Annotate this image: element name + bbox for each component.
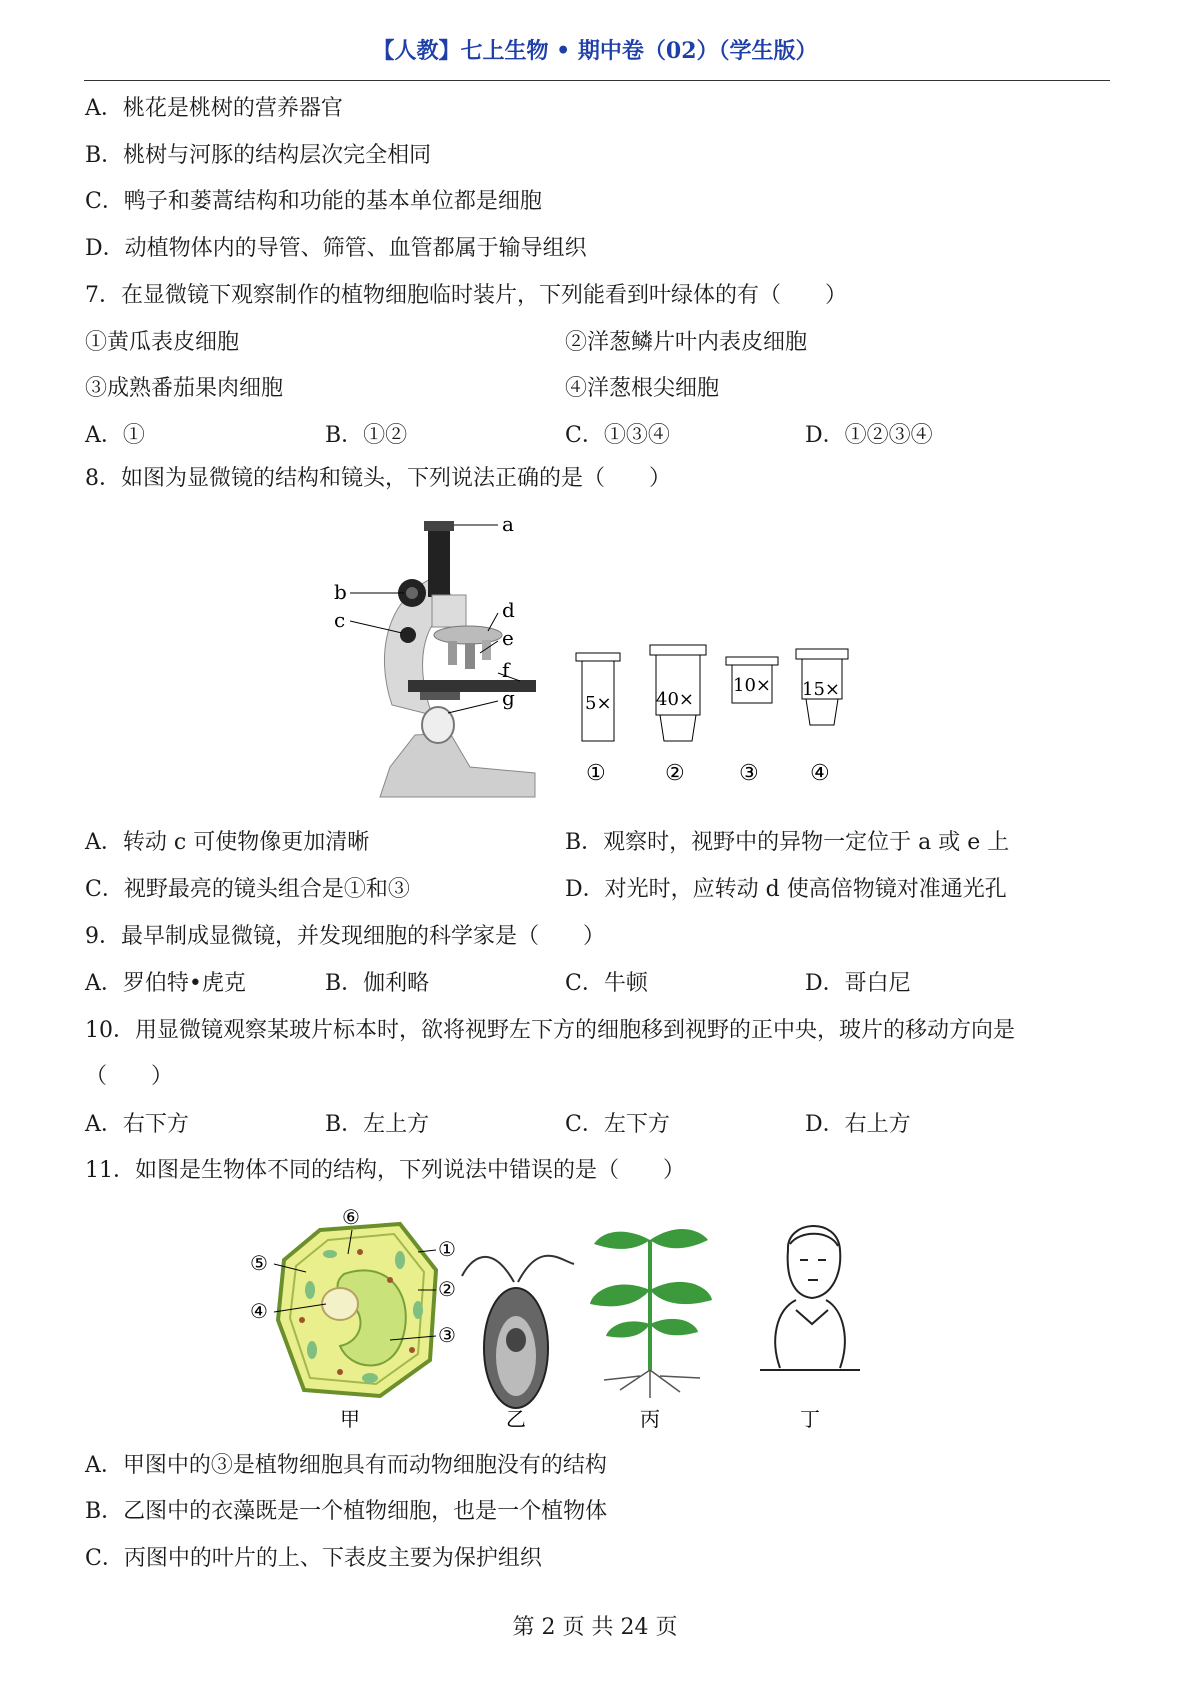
cell-label-1: ① bbox=[438, 1237, 456, 1261]
lens-2-label: 40× bbox=[656, 689, 694, 710]
cell-label-2: ② bbox=[438, 1277, 456, 1301]
seedling bbox=[590, 1229, 712, 1398]
microscope-figure bbox=[320, 505, 880, 815]
header-rule bbox=[84, 80, 1110, 81]
caption-jia: 甲 bbox=[340, 1407, 360, 1431]
q10-stem: 10．用显微镜观察某玻片标本时，欲将视野左下方的细胞移到视野的正中央，玻片的移动方向是 bbox=[85, 1018, 1015, 1043]
plant-cell bbox=[250, 1205, 456, 1396]
label-g: g bbox=[502, 686, 515, 710]
cell-label-6: ⑥ bbox=[342, 1205, 360, 1229]
q6-option-b: B．桃树与河豚的结构层次完全相同 bbox=[85, 143, 432, 168]
q11-option-b: B．乙图中的衣藻既是一个植物细胞，也是一个植物体 bbox=[85, 1499, 608, 1524]
lens-1-number: ① bbox=[586, 761, 606, 786]
lens-1 bbox=[576, 653, 620, 786]
lens-2-number: ② bbox=[665, 761, 685, 786]
q7-option-a: A．① bbox=[85, 423, 145, 448]
chlamydomonas bbox=[462, 1256, 574, 1408]
lens-2 bbox=[650, 645, 706, 786]
q10-option-b: B．左上方 bbox=[325, 1112, 430, 1137]
caption-bing: 丙 bbox=[640, 1407, 660, 1431]
label-a: a bbox=[502, 512, 514, 536]
q10-option-c: C．左下方 bbox=[565, 1112, 670, 1137]
organisms-figure bbox=[240, 1200, 960, 1440]
cell-label-4: ④ bbox=[250, 1299, 268, 1323]
q7-option-b: B．①② bbox=[325, 423, 408, 448]
q7-item-4: ④洋葱根尖细胞 bbox=[565, 376, 720, 401]
q7-option-d: D．①②③④ bbox=[805, 423, 933, 448]
label-b: b bbox=[334, 580, 347, 604]
cell-label-3: ③ bbox=[438, 1323, 456, 1347]
label-c: c bbox=[334, 608, 346, 632]
lens-4-label: 15× bbox=[802, 679, 840, 700]
caption-ding: 丁 bbox=[800, 1407, 820, 1431]
q7-item-3: ③成熟番茄果肉细胞 bbox=[85, 376, 284, 401]
q8-option-c: C．视野最亮的镜头组合是①和③ bbox=[85, 877, 410, 902]
q10-option-d: D．右上方 bbox=[805, 1112, 911, 1137]
q7-item-2: ②洋葱鳞片叶内表皮细胞 bbox=[565, 330, 808, 355]
q11-stem: 11．如图是生物体不同的结构，下列说法中错误的是（ ） bbox=[85, 1158, 685, 1183]
lens-1-label: 5× bbox=[585, 693, 612, 714]
caption-yi: 乙 bbox=[506, 1407, 526, 1431]
q9-option-b: B．伽利略 bbox=[325, 971, 430, 996]
q8-option-d: D．对光时，应转动 d 使高倍物镜对准通光孔 bbox=[565, 877, 1007, 902]
q11-option-c: C．丙图中的叶片的上、下表皮主要为保护组织 bbox=[85, 1546, 542, 1571]
label-d: d bbox=[502, 598, 515, 622]
q8-option-a: A．转动 c 可使物像更加清晰 bbox=[85, 830, 370, 855]
page-header: 【人教】七上生物 • 期中卷（02）（学生版） bbox=[372, 38, 818, 64]
lens-3 bbox=[726, 657, 778, 786]
q8-stem: 8．如图为显微镜的结构和镜头，下列说法正确的是（ ） bbox=[85, 466, 671, 491]
q9-option-d: D．哥白尼 bbox=[805, 971, 911, 996]
lens-4 bbox=[796, 649, 848, 786]
q6-option-c: C．鸭子和蒌蒿结构和功能的基本单位都是细胞 bbox=[85, 189, 542, 214]
label-e: e bbox=[502, 626, 514, 650]
q6-option-d: D．动植物体内的导管、筛管、血管都属于输导组织 bbox=[85, 236, 587, 261]
q9-option-c: C．牛顿 bbox=[565, 971, 648, 996]
page-footer: 第 2 页 共 24 页 bbox=[512, 1615, 678, 1640]
person-sketch bbox=[760, 1226, 860, 1370]
q7-option-c: C．①③④ bbox=[565, 423, 670, 448]
q7-stem: 7．在显微镜下观察制作的植物细胞临时装片，下列能看到叶绿体的有（ ） bbox=[85, 283, 847, 308]
q10-option-a: A．右下方 bbox=[85, 1112, 189, 1137]
lens-3-number: ③ bbox=[739, 761, 759, 786]
q8-option-b: B．观察时，视野中的异物一定位于 a 或 e 上 bbox=[565, 830, 1010, 855]
q11-option-a: A．甲图中的③是植物细胞具有而动物细胞没有的结构 bbox=[85, 1453, 607, 1478]
label-f: f bbox=[502, 658, 510, 682]
lens-3-label: 10× bbox=[733, 675, 771, 696]
q10-stem-cont: （ ） bbox=[85, 1064, 174, 1089]
q7-item-1: ①黄瓜表皮细胞 bbox=[85, 330, 240, 355]
q9-stem: 9．最早制成显微镜，并发现细胞的科学家是（ ） bbox=[85, 924, 605, 949]
q6-option-a: A．桃花是桃树的营养器官 bbox=[85, 96, 343, 121]
lens-4-number: ④ bbox=[810, 761, 830, 786]
q9-option-a: A．罗伯特•虎克 bbox=[85, 971, 246, 996]
cell-label-5: ⑤ bbox=[250, 1251, 268, 1275]
